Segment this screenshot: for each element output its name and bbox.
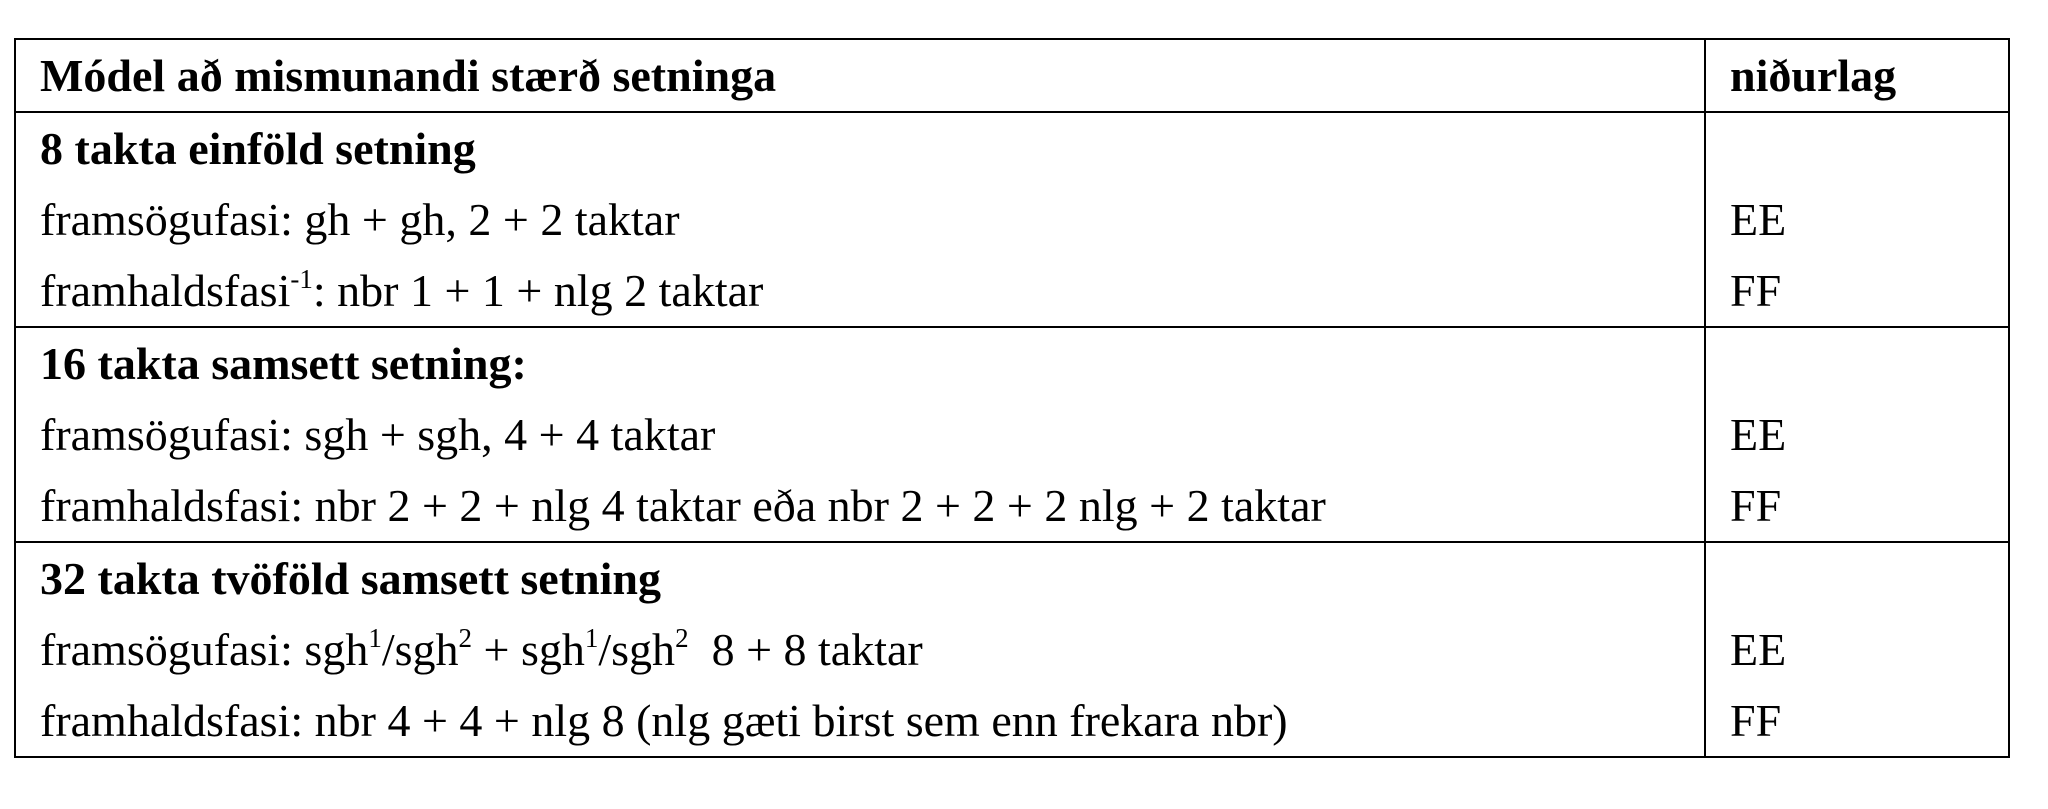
row-result: FF — [1705, 685, 2009, 757]
group-title-empty-cell — [1705, 112, 2009, 184]
text-part: + sgh — [472, 624, 585, 675]
superscript: 2 — [458, 623, 473, 653]
row-description: framsögufasi: gh + gh, 2 + 2 taktar — [15, 184, 1705, 255]
row-result: EE — [1705, 614, 2009, 685]
row-result: EE — [1705, 184, 2009, 255]
table-header-row — [15, 39, 2009, 112]
row-result: FF — [1705, 255, 2009, 327]
text-part: framsögufasi: sgh — [40, 624, 369, 675]
header-nidurlag-cell: niðurlag — [1705, 39, 2009, 112]
text-part: framhaldsfasi — [40, 265, 291, 316]
row-result: EE — [1705, 399, 2009, 470]
header-model-cell: Módel að mismunandi stærð setninga — [15, 39, 1705, 112]
row-result: FF — [1705, 470, 2009, 542]
table-row — [15, 470, 2009, 542]
group-title: 16 takta samsett setning: — [15, 327, 1705, 399]
text-part: /sgh — [598, 624, 676, 675]
group-title-empty-cell — [1705, 327, 2009, 399]
row-description — [15, 614, 1705, 685]
row-description: framhaldsfasi: nbr 4 + 4 + nlg 8 (nlg gæti birst sem enn frekara nbr) — [15, 685, 1705, 757]
group-title-row — [15, 542, 2009, 614]
group-title: 32 takta tvöföld samsett setning — [15, 542, 1705, 614]
text-part: 8 + 8 taktar — [688, 624, 923, 675]
text-part: : nbr 1 + 1 + nlg 2 taktar — [312, 265, 764, 316]
group-title-row — [15, 327, 2009, 399]
table-row — [15, 399, 2009, 470]
group-title: 8 takta einföld setning — [15, 112, 1705, 184]
row-description: framsögufasi: sgh + sgh, 4 + 4 taktar — [15, 399, 1705, 470]
superscript: 2 — [675, 623, 689, 653]
table-row — [15, 255, 2009, 327]
table-row — [15, 614, 2009, 685]
superscript: 1 — [584, 623, 599, 653]
group-title-empty-cell — [1705, 542, 2009, 614]
row-description: framhaldsfasi: nbr 2 + 2 + nlg 4 taktar eða nbr 2 + 2 + 2 nlg + 2 taktar — [15, 470, 1705, 542]
text-part: /sgh — [381, 624, 459, 675]
model-table — [14, 38, 2010, 758]
row-description — [15, 255, 1705, 327]
superscript: 1 — [368, 623, 382, 653]
table-row — [15, 685, 2009, 757]
table-row — [15, 184, 2009, 255]
group-title-row — [15, 112, 2009, 184]
superscript: -1 — [290, 264, 313, 294]
